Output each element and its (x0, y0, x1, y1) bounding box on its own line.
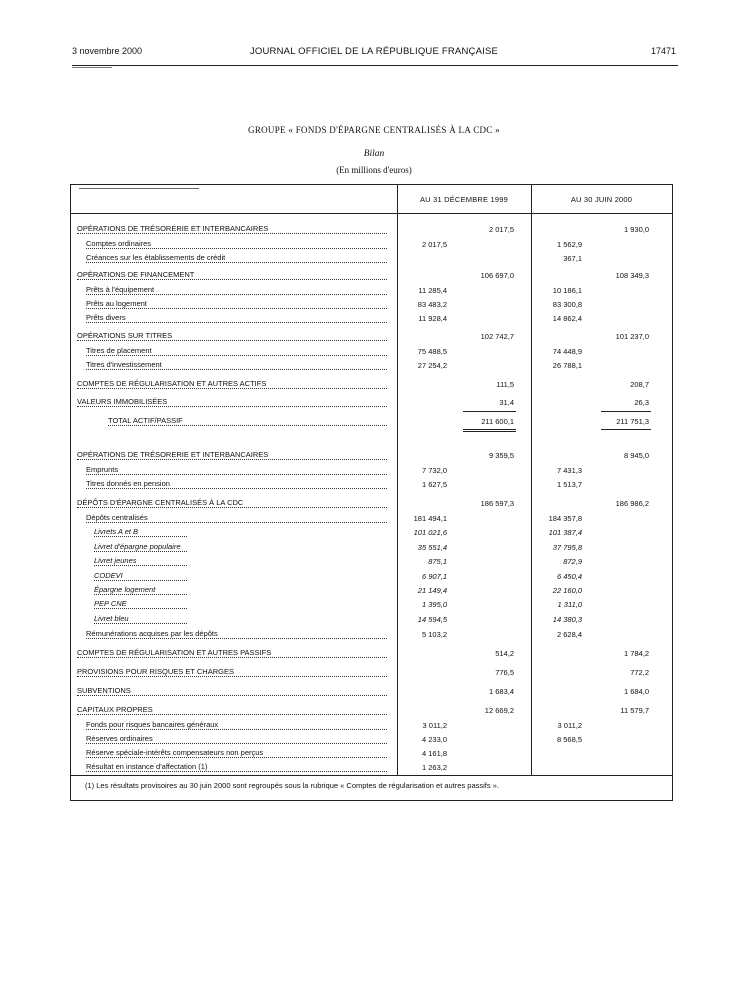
row-value-b2: 26,3 (634, 398, 649, 407)
row-value-a2: 9 359,5 (488, 451, 514, 460)
row-label-text: CODEVI (94, 571, 123, 580)
row-value-a2: 2 017,5 (488, 225, 514, 234)
row-label (86, 747, 387, 758)
row-value-a2: 102 742,7 (480, 332, 514, 341)
row-label (77, 396, 387, 407)
row-label-text: OPÉRATIONS SUR TITRES (77, 331, 173, 340)
row-label-text: OPÉRATIONS DE FINANCEMENT (77, 270, 195, 279)
row-value-b1: 3 011,2 (557, 721, 582, 730)
table-row (71, 704, 672, 717)
row-label-text: Épargne logement (94, 585, 156, 594)
row-label (86, 359, 387, 370)
column-header-1999: AU 31 DÉCEMBRE 1999 (419, 195, 508, 204)
row-label-text: DÉPÔTS D'ÉPARGNE CENTRALISÉS À LA CDC (77, 498, 244, 507)
row-label-text: Titres de placement (86, 346, 152, 355)
row-label-text: Réserve spéciale-intérêts compensateurs non perçus (86, 748, 264, 757)
row-value-a2: 106 697,0 (480, 271, 514, 280)
row-value-a1: 1 627,5 (421, 480, 447, 489)
row-label (94, 526, 187, 537)
row-value-b2: 11 579,7 (620, 706, 649, 715)
row-value-b1: 1 513,7 (556, 480, 582, 489)
document-title: GROUPE « FONDS D'ÉPARGNE CENTRALISÉS À LA CDC » (248, 125, 500, 135)
balance-sheet-table (70, 184, 673, 801)
row-label (77, 223, 387, 234)
row-value-a1: 35 551,4 (417, 543, 447, 552)
table-row (71, 359, 672, 372)
row-label (77, 330, 387, 341)
table-row (71, 685, 672, 698)
row-label-text: TOTAL ACTIF/PASSIF (108, 416, 183, 425)
row-value-b2: 8 945,0 (623, 451, 649, 460)
row-value-b1: 14 862,4 (552, 314, 582, 323)
row-value-a1: 181 494,1 (413, 514, 447, 523)
table-row (71, 238, 672, 251)
row-value-a2: 776,5 (495, 668, 514, 677)
row-label (86, 312, 387, 323)
row-value-a1: 5 103,2 (421, 630, 447, 639)
row-label-text: SUBVENTIONS (77, 686, 131, 695)
row-label-text: Comptes ordinaires (86, 239, 152, 248)
table-row (71, 598, 672, 611)
row-value-b1: 1 311,0 (557, 600, 582, 609)
row-label-text: Prêts à l'équipement (86, 285, 155, 294)
table-row (71, 733, 672, 746)
table-top-rule (79, 188, 199, 189)
row-label (86, 252, 387, 263)
total-rule (463, 411, 516, 412)
row-label-text: Résultat en instance d'affectation (1) (86, 762, 208, 771)
row-label (86, 733, 387, 744)
row-label (94, 613, 187, 624)
row-label (86, 298, 387, 309)
row-value-b1: 6 450,4 (556, 572, 582, 581)
row-value-b2: 1 684,0 (623, 687, 649, 696)
table-row (71, 284, 672, 297)
row-label-text: COMPTES DE RÉGULARISATION ET AUTRES PASSIFS (77, 648, 272, 657)
row-label-text: OPÉRATIONS DE TRÉSORERIE ET INTERBANCAIRES (77, 450, 269, 459)
header-rule-short (72, 67, 112, 68)
row-value-a1: 1 395,0 (421, 600, 447, 609)
table-row (71, 719, 672, 732)
table-row (71, 526, 672, 539)
row-value-b1: 2 628,4 (556, 630, 582, 639)
total-rule (601, 411, 651, 412)
row-label (86, 284, 387, 295)
table-row (71, 223, 672, 236)
row-value-a1: 21 149,4 (417, 586, 447, 595)
table-row (71, 298, 672, 311)
row-label (94, 598, 187, 609)
header-journal-title: JOURNAL OFFICIEL DE LA RÉPUBLIQUE FRANÇAISE (249, 46, 499, 57)
table-row (71, 252, 672, 265)
row-label (77, 378, 387, 389)
row-label-text: OPÉRATIONS DE TRÉSORERIE ET INTERBANCAIRES (77, 224, 269, 233)
row-value-a1: 14 594,5 (417, 615, 447, 624)
row-label-text: Prêts au logement (86, 299, 147, 308)
row-label-text: Emprunts (86, 465, 119, 474)
row-label-text: Titres donnés en pension (86, 479, 170, 488)
row-value-b1: 8 568,5 (556, 735, 582, 744)
document-subtitle: Bilan (363, 149, 385, 159)
row-label (77, 704, 387, 715)
table-row (71, 555, 672, 568)
table-row (71, 345, 672, 358)
row-value-b2: 1 784,2 (623, 649, 649, 658)
row-value-a1: 3 011,2 (422, 721, 447, 730)
row-value-a1: 75 488,5 (417, 347, 447, 356)
document-unit: (En millions d'euros) (336, 165, 412, 175)
table-row (71, 512, 672, 525)
row-label (86, 238, 387, 249)
row-value-a2: 12 669,2 (484, 706, 514, 715)
row-value-b1: 872,9 (563, 557, 582, 566)
table-row (71, 415, 672, 428)
row-value-b1: 184 357,8 (548, 514, 582, 523)
row-value-a1: 6 907,1 (421, 572, 447, 581)
row-value-a1: 875,1 (428, 557, 447, 566)
row-value-b2: 772,2 (630, 668, 649, 677)
row-label-text: Fonds pour risques bancaires généraux (86, 720, 219, 729)
row-label-text: Livret d'épargne populaire (94, 542, 181, 551)
row-label-text: Dépôts centralisés (86, 513, 148, 522)
row-label-text: Livret jeunes (94, 556, 137, 565)
row-value-b1: 74 448,9 (552, 347, 582, 356)
table-row (71, 330, 672, 343)
row-label-text: Réserves ordinaires (86, 734, 153, 743)
row-value-a2: 31,4 (499, 398, 514, 407)
row-value-b2: 101 237,0 (615, 332, 649, 341)
row-value-a1: 11 285,4 (418, 286, 447, 295)
row-label (86, 464, 387, 475)
row-value-a1: 1 263,2 (421, 763, 447, 772)
row-label-text: PROVISIONS POUR RISQUES ET CHARGES (77, 667, 234, 676)
row-label-text: Créances sur les établissements de crédit (86, 253, 226, 262)
row-label (77, 666, 387, 677)
row-value-b1: 1 562,9 (556, 240, 582, 249)
row-value-a2: 514,2 (495, 649, 514, 658)
row-value-a1: 4 233,0 (421, 735, 447, 744)
total-rule (463, 431, 516, 432)
row-label (86, 512, 387, 523)
row-label-text: Livrets A et B (94, 527, 139, 536)
row-label (77, 449, 387, 460)
table-row (71, 647, 672, 660)
table-footnote: (1) Les résultats provisoires au 30 juin 2000 sont regroupés sous la rubrique « Comptes de régularisation et autres passifs ». (85, 781, 499, 790)
row-label-text: PEP CNE (94, 599, 127, 608)
table-row (71, 269, 672, 282)
table-row (71, 497, 672, 510)
row-value-b2: 108 349,3 (615, 271, 649, 280)
row-label (77, 685, 387, 696)
header-date: 3 novembre 2000 (72, 46, 143, 56)
row-value-b2: 1 930,0 (623, 225, 649, 234)
row-value-b2: 211 751,3 (616, 417, 649, 426)
row-label (86, 761, 387, 772)
row-value-b1: 10 186,1 (552, 286, 582, 295)
total-rule (601, 429, 651, 430)
table-row (71, 378, 672, 391)
row-label (94, 541, 187, 552)
row-value-a2: 111,5 (496, 380, 514, 389)
row-value-b1: 26 788,1 (552, 361, 582, 370)
total-rule (463, 429, 516, 430)
row-label-text: Rémunérations acquises par les dépôts (86, 629, 218, 638)
table-row (71, 396, 672, 409)
row-label-text: Prêts divers (86, 313, 126, 322)
table-row (71, 449, 672, 462)
column-header-2000: AU 30 JUIN 2000 (570, 195, 633, 204)
row-value-a1: 101 021,6 (413, 528, 447, 537)
row-value-a1: 4 161,8 (421, 749, 447, 758)
row-label (94, 584, 187, 595)
row-value-a1: 11 928,4 (418, 314, 447, 323)
row-value-a2: 1 683,4 (488, 687, 514, 696)
table-row (71, 584, 672, 597)
table-row (71, 570, 672, 583)
row-label (86, 628, 387, 639)
row-value-b1: 37 795,8 (552, 543, 582, 552)
table-row (71, 613, 672, 626)
row-value-a1: 2 017,5 (421, 240, 447, 249)
row-value-b1: 14 380,3 (552, 615, 582, 624)
row-label (77, 269, 387, 280)
row-value-a1: 83 483,2 (417, 300, 447, 309)
row-value-a2: 186 597,3 (480, 499, 514, 508)
table-row (71, 464, 672, 477)
row-label (86, 478, 387, 489)
row-value-b1: 22 160,0 (552, 586, 582, 595)
table-row (71, 541, 672, 554)
row-value-b1: 101 387,4 (548, 528, 582, 537)
row-value-b1: 7 431,3 (556, 466, 582, 475)
table-row (71, 761, 672, 774)
row-label (94, 570, 187, 581)
row-value-b2: 208,7 (630, 380, 649, 389)
row-label (86, 719, 387, 730)
row-value-b2: 186 986,2 (615, 499, 649, 508)
row-label-text: COMPTES DE RÉGULARISATION ET AUTRES ACTIFS (77, 379, 267, 388)
row-value-a1: 27 254,2 (417, 361, 447, 370)
header-rule (72, 65, 678, 66)
table-row (71, 312, 672, 325)
table-row (71, 478, 672, 491)
row-value-a2: 211 600,1 (481, 417, 514, 426)
table-row (71, 628, 672, 641)
row-label (94, 555, 187, 566)
row-label-text: VALEURS IMMOBILISÉES (77, 397, 168, 406)
column-header-rule (71, 213, 672, 214)
row-value-a1: 7 732,0 (421, 466, 447, 475)
row-value-b1: 367,1 (563, 254, 582, 263)
row-label-text: Titres d'investissement (86, 360, 162, 369)
row-label (77, 497, 387, 508)
row-value-b1: 83 300,8 (552, 300, 582, 309)
footnote-rule (71, 775, 672, 776)
row-label (108, 415, 387, 426)
table-row (71, 747, 672, 760)
row-label (77, 647, 387, 658)
table-row (71, 666, 672, 679)
header-page-number: 17471 (650, 46, 676, 56)
row-label (86, 345, 387, 356)
row-label-text: Livret bleu (94, 614, 129, 623)
row-label-text: CAPITAUX PROPRES (77, 705, 153, 714)
